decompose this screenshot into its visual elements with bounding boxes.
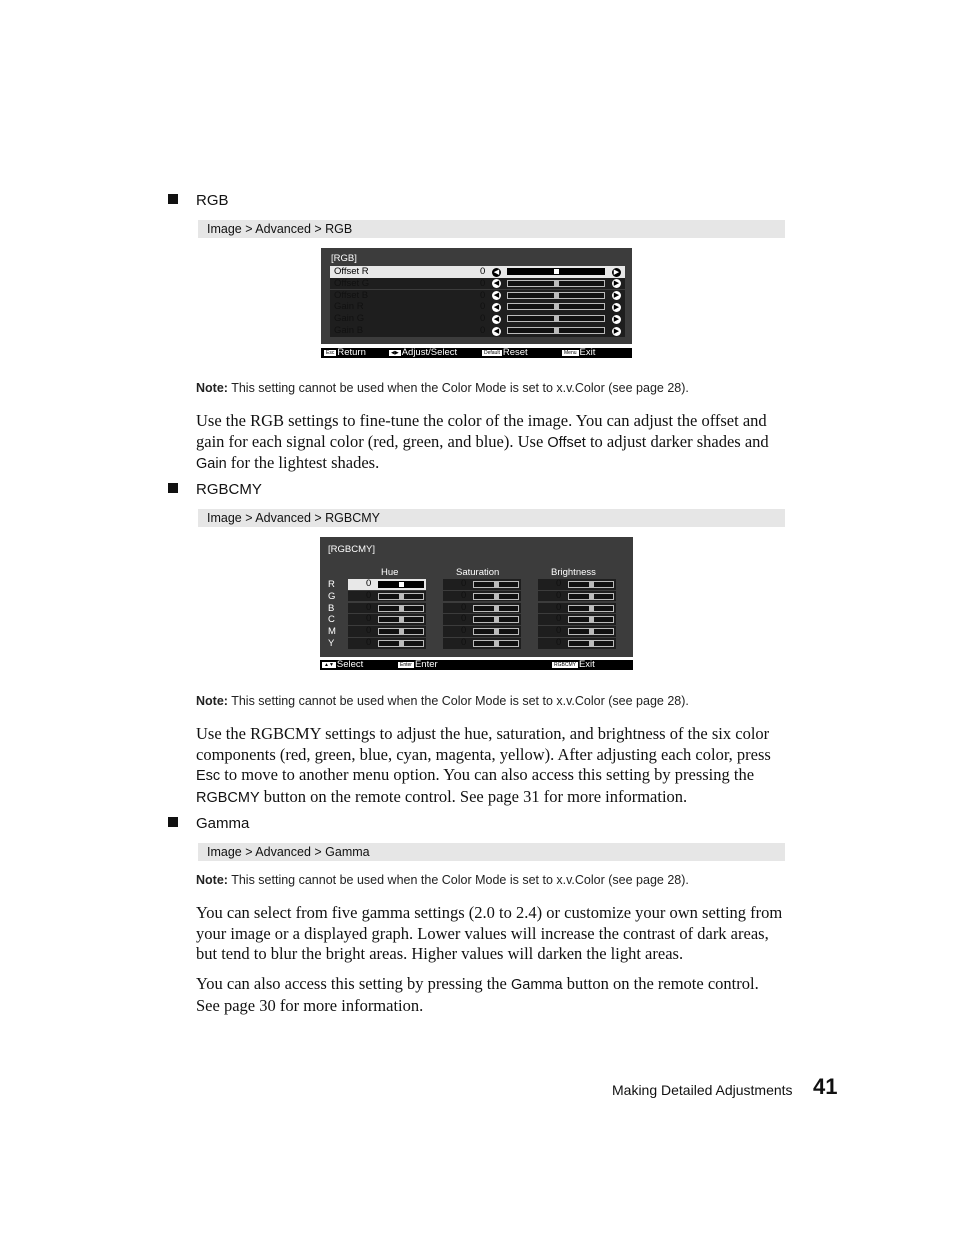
- note-text: This setting cannot be used when the Color Mode is set to x.v.Color (see page 28).: [231, 381, 689, 395]
- value-slider[interactable]: [473, 593, 519, 600]
- value-slider[interactable]: [507, 280, 605, 287]
- slider-knob[interactable]: [399, 641, 404, 646]
- menu-path-gamma: Image > Advanced > Gamma: [198, 843, 785, 861]
- color-adjust-cell[interactable]: [443, 626, 521, 637]
- heading-text: RGBCMY: [196, 481, 262, 498]
- body-rgbcmy: [196, 724, 786, 808]
- arrow-left-icon[interactable]: ◀: [493, 327, 500, 335]
- note-rgb: [196, 381, 689, 395]
- setting-value: 0: [480, 313, 486, 325]
- cell-value: 0: [366, 601, 372, 613]
- body-rgb: [196, 411, 786, 475]
- arrow-right-icon[interactable]: ▶: [613, 303, 620, 311]
- saturation-column-header: Saturation: [456, 567, 500, 578]
- color-letter: R: [328, 579, 335, 590]
- cell-value: 0: [366, 625, 372, 637]
- color-adjust-cell[interactable]: [443, 591, 521, 602]
- esc-key-icon: Esc: [326, 350, 335, 356]
- color-adjust-cell[interactable]: [348, 614, 426, 625]
- note-text: This setting cannot be used when the Color Mode is set to x.v.Color (see page 28).: [231, 694, 689, 708]
- cell-value: 0: [556, 625, 562, 637]
- text: button on the remote control. See page 30 for more information.: [196, 974, 759, 1015]
- exit-hint: Exit: [579, 347, 596, 358]
- bullet-square-icon: [168, 483, 178, 493]
- hue-column-header: Hue: [381, 567, 399, 578]
- bullet-square-icon: [168, 817, 178, 827]
- rgb-setting-row[interactable]: [330, 290, 625, 302]
- brightness-column-header: Brightness: [551, 567, 596, 578]
- text: You can also access this setting by pressing the: [196, 974, 511, 993]
- note-rgbcmy: [196, 694, 689, 708]
- color-adjust-cell[interactable]: [538, 591, 616, 602]
- arrow-right-icon[interactable]: ▶: [613, 280, 620, 288]
- rgbcmy-osd-footer: [320, 660, 633, 670]
- cell-value: 0: [366, 589, 372, 601]
- menu-key-icon: Menu: [564, 350, 577, 356]
- slider-knob[interactable]: [494, 606, 499, 611]
- page-number: 41: [813, 1074, 838, 1099]
- color-letter: C: [328, 614, 335, 626]
- slider-knob[interactable]: [554, 281, 559, 286]
- text: button on the remote control. See page 31 for more information.: [259, 786, 688, 806]
- arrow-right-icon[interactable]: ▶: [613, 315, 620, 323]
- slider-knob[interactable]: [589, 617, 594, 622]
- color-adjust-cell[interactable]: [538, 579, 616, 590]
- slider-knob[interactable]: [494, 641, 499, 646]
- enter-hint: Enter: [414, 659, 438, 670]
- section-heading-gamma: [168, 815, 249, 832]
- value-slider[interactable]: [378, 581, 424, 588]
- setting-label: Offset B: [334, 289, 369, 301]
- adjust-key-icon: ◀▶: [391, 350, 399, 356]
- setting-label: Offset G: [334, 277, 370, 289]
- offset-term: Offset: [547, 434, 586, 451]
- value-slider[interactable]: [378, 616, 424, 623]
- value-slider[interactable]: [378, 640, 424, 647]
- slider-knob[interactable]: [494, 617, 499, 622]
- value-slider[interactable]: [473, 628, 519, 635]
- heading-text: RGB: [196, 192, 229, 209]
- value-slider[interactable]: [568, 593, 614, 600]
- value-slider[interactable]: [507, 315, 605, 322]
- note-label: Note:: [196, 694, 228, 708]
- slider-knob[interactable]: [399, 629, 404, 634]
- slider-knob[interactable]: [494, 582, 499, 587]
- slider-knob[interactable]: [554, 304, 559, 309]
- arrow-left-icon[interactable]: ◀: [493, 303, 500, 311]
- slider-knob[interactable]: [494, 594, 499, 599]
- default-key-icon: Default: [484, 350, 500, 356]
- esc-term: Esc: [196, 768, 221, 784]
- value-slider[interactable]: [568, 628, 614, 635]
- select-hint: Select: [336, 659, 364, 670]
- color-adjust-cell[interactable]: [538, 614, 616, 625]
- heading-text: Gamma: [196, 815, 250, 832]
- color-adjust-cell[interactable]: [348, 579, 426, 590]
- rgb-setting-row[interactable]: [330, 278, 625, 290]
- cell-value: 0: [556, 613, 562, 625]
- cell-value: 0: [461, 625, 467, 637]
- value-slider[interactable]: [473, 640, 519, 647]
- setting-label: Offset R: [334, 266, 369, 277]
- value-slider[interactable]: [568, 640, 614, 647]
- color-adjust-cell[interactable]: [538, 626, 616, 637]
- color-adjust-cell[interactable]: [348, 591, 426, 602]
- slider-knob[interactable]: [554, 293, 559, 298]
- chapter-footer-label: Making Detailed Adjustments: [612, 1082, 793, 1098]
- note-label: Note:: [196, 873, 228, 887]
- color-adjust-cell[interactable]: [348, 603, 426, 614]
- section-heading-rgb: [168, 192, 229, 209]
- text: to move to another menu option. You can also access this setting by pressing the: [220, 765, 755, 784]
- arrow-right-icon[interactable]: ▶: [613, 327, 620, 335]
- updown-key-icon: ▲▼: [324, 662, 334, 668]
- note-text: This setting cannot be used when the Color Mode is set to x.v.Color (see page 28).: [231, 873, 689, 887]
- setting-value: 0: [480, 289, 486, 301]
- rgb-osd-footer: [321, 348, 632, 358]
- rgb-setting-row[interactable]: [330, 325, 625, 337]
- setting-value: 0: [480, 266, 486, 277]
- cell-value: 0: [556, 637, 562, 648]
- cell-value: 0: [366, 637, 372, 648]
- cell-value: 0: [556, 589, 562, 601]
- menu-path-rgb: Image > Advanced > RGB: [198, 220, 785, 238]
- color-letter: B: [328, 602, 335, 614]
- color-adjust-cell[interactable]: [538, 603, 616, 614]
- gamma-term: Gamma: [511, 977, 563, 993]
- slider-knob[interactable]: [399, 606, 404, 611]
- slider-knob[interactable]: [589, 606, 594, 611]
- body-gamma-2: [196, 974, 786, 1016]
- text: Use the RGB settings to fine-tune the color of the image. You can adjust the offset and gain for each signal color (red, green, and blue). Use: [196, 411, 767, 451]
- value-slider[interactable]: [378, 628, 424, 635]
- cell-value: 0: [461, 637, 467, 648]
- color-adjust-cell[interactable]: [443, 638, 521, 649]
- cell-value: 0: [366, 578, 372, 589]
- arrow-left-icon[interactable]: ◀: [493, 268, 500, 276]
- rgb-osd-title: [RGB]: [331, 253, 357, 264]
- adjust-hint: Adjust/Select: [401, 347, 458, 358]
- setting-value: 0: [480, 301, 486, 313]
- value-slider[interactable]: [473, 581, 519, 588]
- slider-knob[interactable]: [554, 328, 559, 333]
- return-hint: Return: [337, 347, 366, 358]
- value-slider[interactable]: [378, 605, 424, 612]
- slider-knob[interactable]: [399, 594, 404, 599]
- rgb-setting-row[interactable]: [330, 313, 625, 325]
- color-adjust-cell[interactable]: [348, 626, 426, 637]
- cell-value: 0: [461, 613, 467, 625]
- exit-hint: Exit: [578, 659, 595, 670]
- cell-value: 0: [461, 601, 467, 613]
- value-slider[interactable]: [507, 303, 605, 310]
- value-slider[interactable]: [568, 581, 614, 588]
- rgb-setting-row[interactable]: [330, 266, 625, 278]
- cell-value: 0: [556, 601, 562, 613]
- value-slider[interactable]: [473, 616, 519, 623]
- slider-knob[interactable]: [589, 594, 594, 599]
- arrow-left-icon[interactable]: ◀: [493, 315, 500, 323]
- setting-value: 0: [480, 325, 486, 336]
- color-adjust-cell[interactable]: [348, 638, 426, 649]
- text: to adjust darker shades and: [585, 431, 769, 451]
- slider-knob[interactable]: [494, 629, 499, 634]
- text: for the lightest shades.: [226, 453, 380, 472]
- rgbcmy-term: RGBCMY: [196, 789, 260, 806]
- section-heading-rgbcmy: [168, 481, 262, 498]
- value-slider[interactable]: [507, 327, 605, 334]
- cell-value: 0: [461, 589, 467, 601]
- note-label: Note:: [196, 381, 228, 395]
- arrow-left-icon[interactable]: ◀: [493, 280, 500, 288]
- color-letter: G: [328, 590, 336, 602]
- color-letter: M: [328, 626, 336, 638]
- value-slider[interactable]: [473, 605, 519, 612]
- value-slider[interactable]: [568, 616, 614, 623]
- body-gamma-1: You can select from five gamma settings (2.0 to 2.4) or customize your own setting from your image or a displayed graph. Lower values will increase the contrast of dark areas, but tend to blur the bright areas. Higher values will darken the light areas.: [196, 903, 783, 963]
- slider-knob[interactable]: [589, 641, 594, 646]
- rgb-setting-row[interactable]: [330, 301, 625, 313]
- value-slider[interactable]: [507, 268, 605, 275]
- slider-knob[interactable]: [399, 617, 404, 622]
- menu-path-rgbcmy: Image > Advanced > RGBCMY: [198, 509, 785, 527]
- text: Use the RGBCMY settings to adjust the hue, saturation, and brightness of the six color components (red, green, blue, cyan, magenta, yellow). After adjusting each color, press: [196, 724, 771, 764]
- cell-value: 0: [366, 613, 372, 625]
- arrow-right-icon[interactable]: ▶: [613, 292, 620, 300]
- rgbcmy-osd-title: [RGBCMY]: [328, 544, 375, 555]
- slider-knob[interactable]: [554, 316, 559, 321]
- arrow-right-icon[interactable]: ▶: [613, 268, 620, 276]
- slider-knob[interactable]: [589, 582, 594, 587]
- value-slider[interactable]: [568, 605, 614, 612]
- cell-value: 0: [461, 578, 467, 589]
- arrow-left-icon[interactable]: ◀: [493, 292, 500, 300]
- setting-value: 0: [480, 277, 486, 289]
- enter-key-icon: Enter: [400, 662, 412, 668]
- value-slider[interactable]: [507, 292, 605, 299]
- note-gamma: [196, 873, 689, 887]
- slider-knob[interactable]: [399, 582, 404, 587]
- cell-value: 0: [556, 578, 562, 589]
- color-adjust-cell[interactable]: [443, 614, 521, 625]
- setting-label: Gain G: [334, 313, 365, 325]
- setting-label: Gain B: [334, 325, 364, 336]
- rgbcmy-key-icon: RGBCMY: [554, 662, 576, 668]
- reset-hint: Reset: [502, 347, 528, 358]
- color-letter: Y: [328, 638, 335, 649]
- slider-knob[interactable]: [589, 629, 594, 634]
- value-slider[interactable]: [378, 593, 424, 600]
- setting-label: Gain R: [334, 301, 364, 313]
- slider-knob[interactable]: [554, 269, 559, 274]
- color-adjust-cell[interactable]: [538, 638, 616, 649]
- gain-term: Gain: [196, 456, 227, 472]
- color-adjust-cell[interactable]: [443, 579, 521, 590]
- color-adjust-cell[interactable]: [443, 603, 521, 614]
- bullet-square-icon: [168, 194, 178, 204]
